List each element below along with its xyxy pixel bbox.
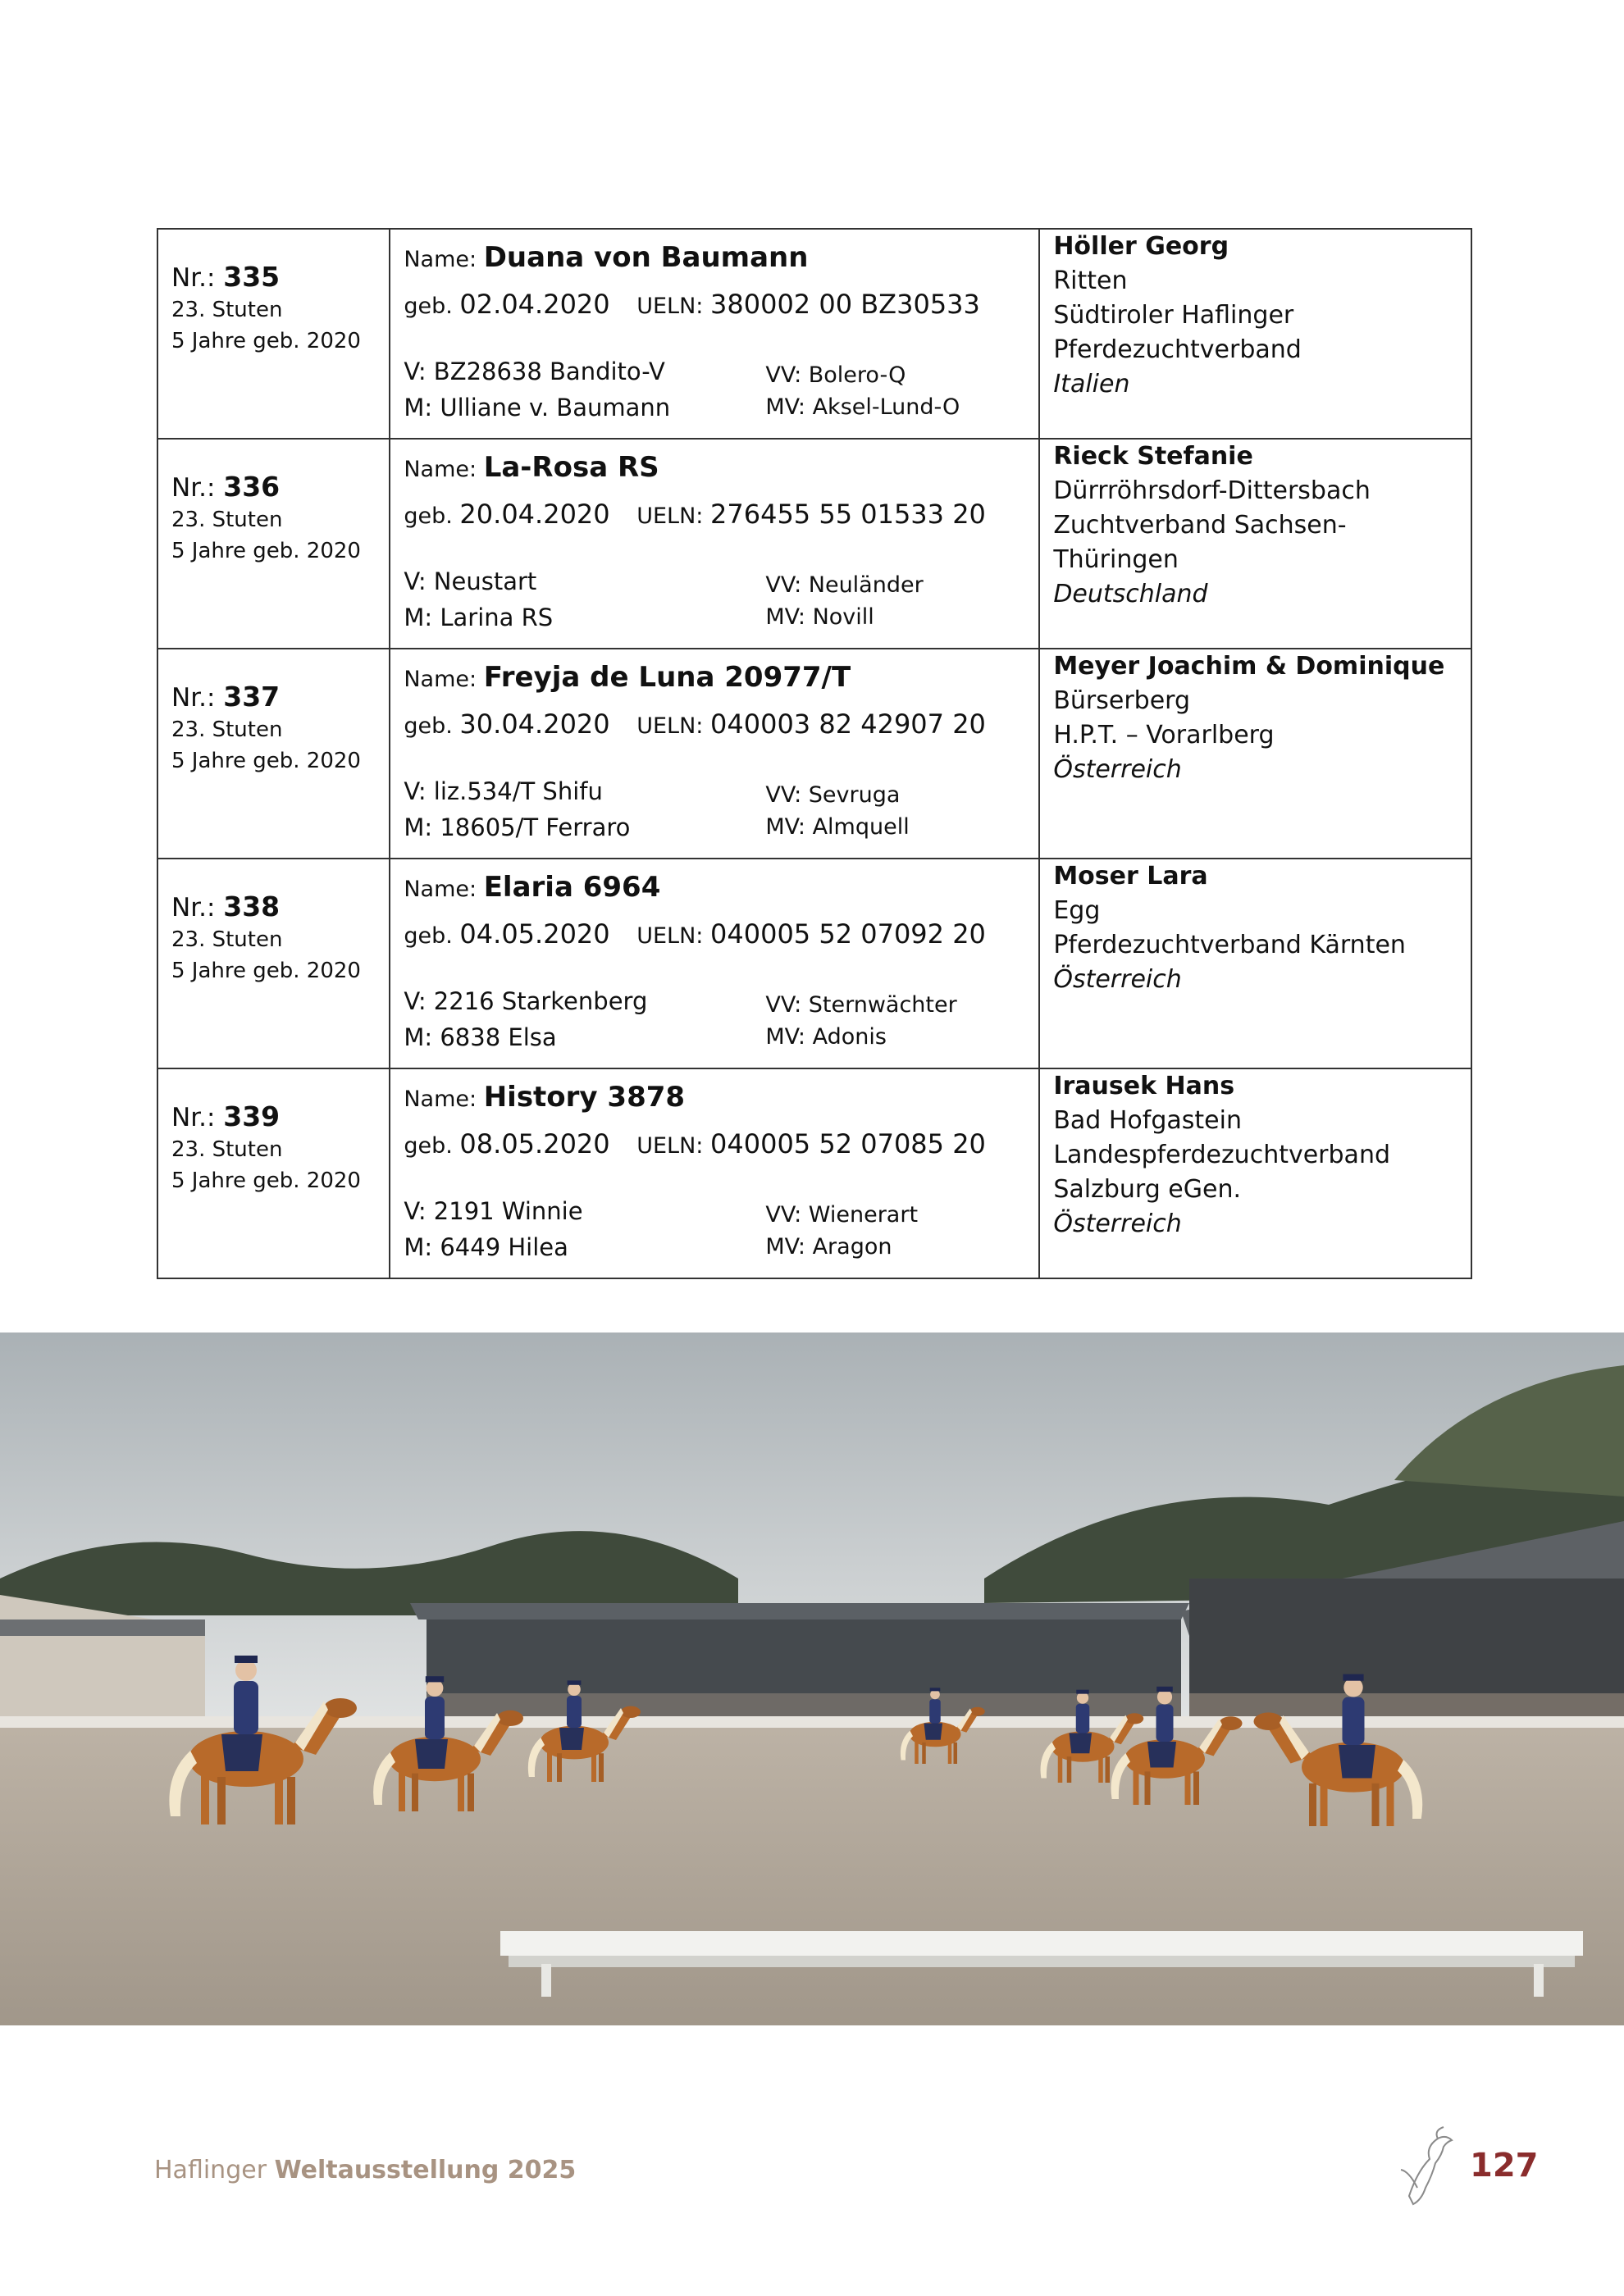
owner-name: Rieck Stefanie (1053, 442, 1253, 471)
entry-age: 5 Jahre geb. 2020 (171, 329, 361, 353)
sire: V: BZ28638 Bandito-V (404, 358, 665, 385)
entry-class: 23. Stuten (171, 927, 283, 952)
horse-cell (390, 649, 1039, 859)
nr-label: Nr.: (171, 263, 216, 293)
entry-class: 23. Stuten (171, 718, 283, 742)
entry-number: 336 (223, 471, 281, 503)
owner-cell (1039, 649, 1471, 859)
owner-address-line: Bad Hofgastein (1053, 1106, 1242, 1135)
footer-brand: Haflinger (154, 2156, 267, 2184)
ueln-number: 040005 52 07092 20 (710, 918, 986, 950)
entry-class: 23. Stuten (171, 1137, 283, 1162)
ueln-number: 276455 55 01533 20 (710, 499, 986, 530)
owner-address (1053, 1104, 1471, 1207)
entry-age: 5 Jahre geb. 2020 (171, 1168, 361, 1193)
owner-address-line: Pferdezuchtverband (1053, 335, 1302, 364)
sire: V: liz.534/T Shifu (404, 777, 603, 805)
dam-sire: MV: Aragon (765, 1234, 892, 1260)
ueln-number: 040005 52 07085 20 (710, 1128, 986, 1159)
owner-country: Österreich (1053, 755, 1182, 784)
dam-sire: MV: Novill (765, 604, 874, 630)
ueln-label: UELN: (636, 1133, 704, 1159)
owner-address-line: Dürrröhrsdorf-Dittersbach (1053, 476, 1371, 505)
ueln-label: UELN: (636, 294, 704, 319)
owner-address-line: Thüringen (1053, 545, 1179, 574)
name-label: Name: (404, 457, 477, 482)
entry-number: 339 (223, 1100, 281, 1132)
geb-label: geb. (404, 1133, 453, 1159)
horse-name: Duana von Baumann (483, 241, 809, 274)
horse-name: History 3878 (483, 1081, 686, 1114)
ueln-number: 040003 82 42907 20 (710, 708, 986, 740)
name-label: Name: (404, 667, 477, 692)
birth-date: 08.05.2020 (459, 1128, 610, 1159)
ueln-label: UELN: (636, 923, 704, 949)
owner-country: Österreich (1053, 1210, 1182, 1238)
owner-address-line: Ritten (1053, 266, 1128, 295)
owner-name: Höller Georg (1053, 232, 1229, 261)
geb-label: geb. (404, 923, 453, 949)
horse-cell (390, 439, 1039, 649)
ueln-number: 380002 00 BZ30533 (710, 289, 980, 320)
sire-sire: VV: Sevruga (765, 782, 901, 808)
geb-label: geb. (404, 503, 453, 529)
horse-cell (390, 859, 1039, 1068)
ueln-label: UELN: (636, 503, 704, 529)
dam: M: 6449 Hilea (404, 1233, 568, 1261)
owner-name: Moser Lara (1053, 862, 1208, 891)
dam: M: Ulliane v. Baumann (404, 394, 671, 421)
owner-address-line: H.P.T. – Vorarlberg (1053, 721, 1275, 749)
owner-country: Deutschland (1053, 580, 1208, 608)
entry-row (157, 649, 1471, 859)
geb-label: geb. (404, 713, 453, 739)
entry-class: 23. Stuten (171, 298, 283, 322)
sire-sire: VV: Neuländer (765, 572, 924, 598)
dam: M: 6838 Elsa (404, 1023, 557, 1051)
sire-sire: VV: Sternwächter (765, 992, 957, 1018)
sire-sire: VV: Bolero-Q (765, 362, 906, 388)
dam: M: Larina RS (404, 604, 554, 631)
horse-cell (390, 1068, 1039, 1278)
nr-label: Nr.: (171, 473, 216, 503)
entry-number-cell (157, 229, 390, 439)
nr-label: Nr.: (171, 893, 216, 922)
owner-address (1053, 264, 1471, 367)
footer-title (154, 2156, 576, 2184)
sire-sire: VV: Wienerart (765, 1202, 919, 1228)
entry-age: 5 Jahre geb. 2020 (171, 749, 361, 773)
horse-name: Elaria 6964 (483, 871, 661, 904)
footer-event: Weltausstellung 2025 (274, 2156, 577, 2184)
entry-number: 337 (223, 681, 281, 713)
owner-name: Irausek Hans (1053, 1072, 1235, 1100)
horse-logo-icon (1393, 2122, 1460, 2212)
entry-row (157, 1068, 1471, 1278)
owner-address-line: Egg (1053, 896, 1101, 925)
arena-photo (0, 1332, 1624, 2025)
horse-name: Freyja de Luna 20977/T (483, 661, 851, 694)
name-label: Name: (404, 1086, 477, 1112)
owner-address (1053, 474, 1471, 577)
entry-number: 338 (223, 891, 281, 922)
owner-cell (1039, 1068, 1471, 1278)
birth-date: 04.05.2020 (459, 918, 610, 950)
ueln-label: UELN: (636, 713, 704, 739)
owner-address-line: Salzburg eGen. (1053, 1175, 1241, 1204)
owner-address-line: Zuchtverband Sachsen- (1053, 511, 1347, 540)
sire: V: 2216 Starkenberg (404, 987, 648, 1015)
owner-address-line: Bürserberg (1053, 686, 1191, 715)
dam: M: 18605/T Ferraro (404, 813, 631, 841)
entry-number-cell (157, 439, 390, 649)
entry-number-cell (157, 649, 390, 859)
entry-age: 5 Jahre geb. 2020 (171, 539, 361, 563)
nr-label: Nr.: (171, 683, 216, 713)
owner-country: Italien (1053, 370, 1130, 399)
horse-name: La-Rosa RS (483, 451, 659, 484)
entry-row (157, 859, 1471, 1068)
owner-name: Meyer Joachim & Dominique (1053, 652, 1445, 681)
entry-number-cell (157, 859, 390, 1068)
owner-address-line: Südtiroler Haflinger (1053, 301, 1294, 330)
name-label: Name: (404, 877, 477, 902)
name-label: Name: (404, 247, 477, 272)
owner-address (1053, 684, 1471, 753)
nr-label: Nr.: (171, 1103, 216, 1132)
horse-cell (390, 229, 1039, 439)
owner-address-line: Pferdezuchtverband Kärnten (1053, 931, 1406, 959)
owner-cell (1039, 439, 1471, 649)
owner-address (1053, 894, 1471, 963)
birth-date: 20.04.2020 (459, 499, 610, 530)
dam-sire: MV: Aksel-Lund-O (765, 394, 960, 420)
owner-cell (1039, 859, 1471, 1068)
entries-table (157, 228, 1472, 1279)
dam-sire: MV: Adonis (765, 1024, 887, 1050)
birth-date: 30.04.2020 (459, 708, 610, 740)
birth-date: 02.04.2020 (459, 289, 610, 320)
geb-label: geb. (404, 294, 453, 319)
sire: V: 2191 Winnie (404, 1197, 583, 1225)
entry-row (157, 229, 1471, 439)
entry-age: 5 Jahre geb. 2020 (171, 959, 361, 983)
entry-number-cell (157, 1068, 390, 1278)
entry-row (157, 439, 1471, 649)
owner-address-line: Landespferdezuchtverband (1053, 1141, 1390, 1169)
entry-number: 335 (223, 261, 281, 293)
owner-cell (1039, 229, 1471, 439)
owner-country: Österreich (1053, 965, 1182, 994)
sire: V: Neustart (404, 567, 537, 595)
dam-sire: MV: Almquell (765, 814, 910, 840)
page-number: 127 (1470, 2147, 1539, 2184)
entry-class: 23. Stuten (171, 508, 283, 532)
